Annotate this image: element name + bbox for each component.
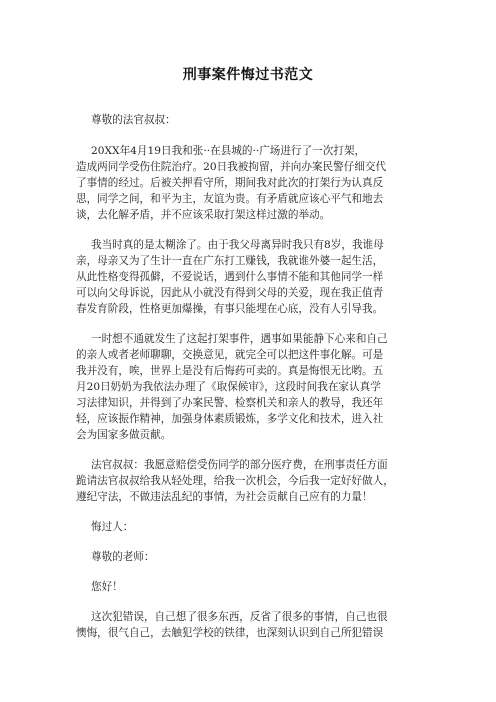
body-line: 了事情的经过。后被关押看守所，期间我对此次的打架行为认真反 (76, 177, 384, 189)
body-line: 习法律知识，并得到了办案民警、检察机关和亲人的教导，我还年 (76, 397, 384, 409)
body-line: 造成两同学受伤住院治疗。20日我被拘留，并向办案民警仔细交代 (76, 161, 387, 173)
body-line: 我当时真的是太糊涂了。由于我父母离异时我只有8岁，我谁母 (91, 239, 384, 251)
body-line: 20XX年4月19日我和张··在县城的··广场进行了一次打架， (91, 145, 366, 157)
body-line: 法官叔叔：我愿意赔偿受伤同学的部分医疗费，在刑事责任方面 (91, 459, 388, 471)
body-line: 亲，母亲又为了生计一直在广东打工赚钱，我就谁外婆一起生活， (76, 255, 384, 267)
body-line: 可以向父母诉说，因此从小就没有得到父母的关爱，现在我正值青 (76, 287, 384, 299)
body-line: 从此性格变得孤僻，不爱说话，遇到什么事情不能和其他同学一样 (76, 271, 384, 283)
body-line: 这次犯错误，自己想了很多东西，反省了很多的事情，自己也很 (91, 611, 388, 623)
body-line: 会为国家多做贡献。 (76, 429, 172, 441)
body-line: 春发育阶段，性格更加爆操，有事只能埋在心底，没有人引导我。 (76, 303, 384, 315)
body-line: 跪请法官叔叔给我从轻处理，给我一次机会，今后我一定好好做人， (76, 475, 394, 487)
body-line: 我并没有，唉，世界上是没有后悔药可卖的。真是悔恨无比哟。五 (76, 365, 384, 377)
body-line: 谈，去化解矛盾，并不应该采取打架这样过激的举动。 (76, 209, 331, 221)
body-line: 悔过人： (91, 521, 134, 533)
body-line: 您好！ (91, 581, 123, 593)
body-line: 的亲人或者老师聊聊，交换意见，就完全可以把这件事化解。可是 (76, 349, 384, 361)
document-title: 刑事案件悔过书范文 (182, 67, 314, 83)
body-line: 轻，应该振作精神，加强身体素质锻炼，多学文化和技术，进入社 (76, 413, 384, 425)
body-line: 尊敬的法官叔叔： (91, 114, 176, 126)
body-line: 懊悔，很气自己，去触犯学校的铁律，也深刻认识到自己所犯错误 (76, 627, 384, 639)
body-line: 遵纪守法，不做违法乱纪的事情，为社会贡献自己应有的力量！ (76, 491, 373, 503)
body-line: 一时想不通就发生了这起打架事件，遇事如果能静下心来和自己 (91, 333, 388, 345)
body-line: 思，同学之间，和平为主，友谊为贵。有矛盾就应该心平气和地去 (76, 193, 384, 205)
body-line: 尊敬的老师： (91, 551, 155, 563)
body-line: 月20日奶奶为我依法办理了《取保候审》，这段时间我在家认真学 (76, 381, 381, 393)
